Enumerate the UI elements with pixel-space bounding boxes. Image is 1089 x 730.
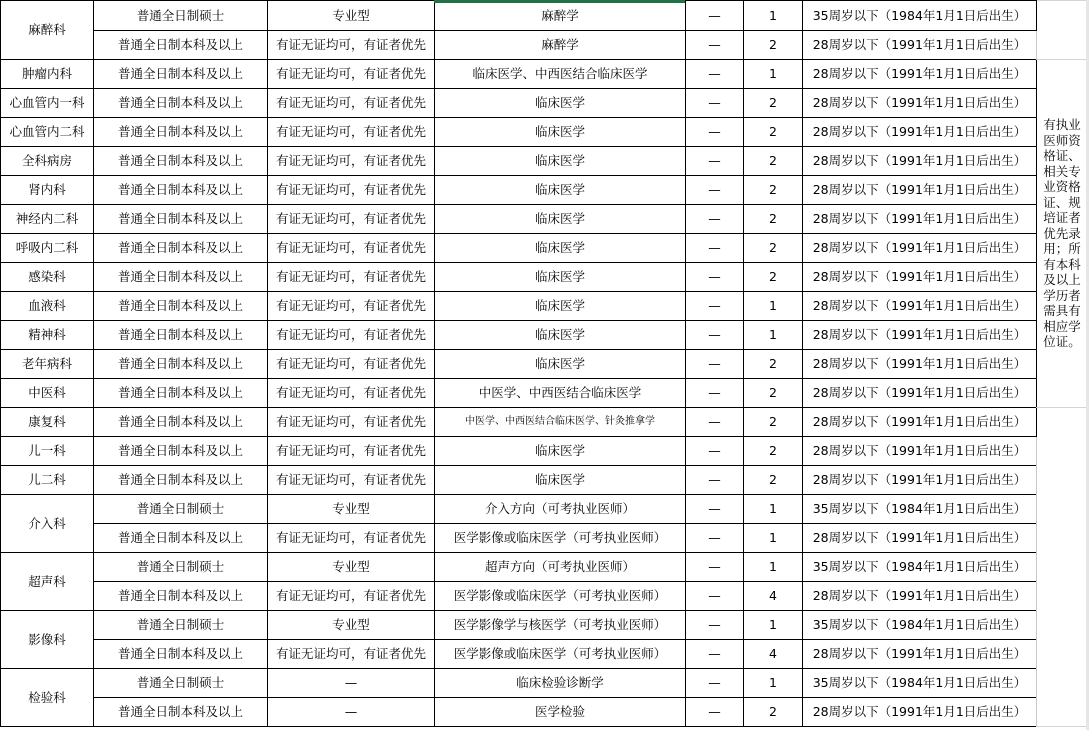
certificate-cell[interactable]: 有证无证均可，有证者优先 bbox=[268, 524, 435, 553]
title-cell[interactable]: — bbox=[686, 437, 744, 466]
department-cell[interactable]: 康复科 bbox=[1, 408, 94, 437]
major-cell[interactable]: 临床医学 bbox=[435, 205, 686, 234]
count-cell[interactable]: 1 bbox=[744, 60, 803, 89]
title-cell[interactable]: — bbox=[686, 118, 744, 147]
education-cell[interactable]: 普通全日制本科及以上 bbox=[94, 205, 268, 234]
major-cell[interactable]: 医学影像或临床医学（可考执业医师） bbox=[435, 640, 686, 669]
count-cell[interactable]: 2 bbox=[744, 176, 803, 205]
education-cell[interactable]: 普通全日制本科及以上 bbox=[94, 234, 268, 263]
department-cell[interactable]: 感染科 bbox=[1, 263, 94, 292]
age-cell[interactable]: 28周岁以下（1991年1月1日后出生） bbox=[803, 321, 1037, 350]
title-cell[interactable]: — bbox=[686, 234, 744, 263]
title-cell[interactable]: — bbox=[686, 640, 744, 669]
count-cell[interactable]: 2 bbox=[744, 147, 803, 176]
age-cell[interactable]: 28周岁以下（1991年1月1日后出生） bbox=[803, 582, 1037, 611]
title-cell[interactable]: — bbox=[686, 582, 744, 611]
count-cell[interactable]: 2 bbox=[744, 205, 803, 234]
major-cell[interactable]: 中医学、中西医结合临床医学 bbox=[435, 379, 686, 408]
age-cell[interactable]: 28周岁以下（1991年1月1日后出生） bbox=[803, 176, 1037, 205]
major-cell[interactable]: 麻醉学 bbox=[435, 1, 686, 31]
certificate-cell[interactable]: 专业型 bbox=[268, 553, 435, 582]
major-cell[interactable]: 医学影像或临床医学（可考执业医师） bbox=[435, 582, 686, 611]
count-cell[interactable]: 1 bbox=[744, 524, 803, 553]
education-cell[interactable]: 普通全日制硕士 bbox=[94, 1, 268, 31]
count-cell[interactable]: 1 bbox=[744, 321, 803, 350]
certificate-cell[interactable]: 有证无证均可，有证者优先 bbox=[268, 234, 435, 263]
table-row bbox=[1, 350, 1088, 379]
education-cell[interactable]: 普通全日制本科及以上 bbox=[94, 437, 268, 466]
title-cell[interactable]: — bbox=[686, 292, 744, 321]
certificate-cell[interactable]: 有证无证均可，有证者优先 bbox=[268, 408, 435, 437]
education-cell[interactable]: 普通全日制硕士 bbox=[94, 669, 268, 698]
certificate-cell[interactable]: 有证无证均可，有证者优先 bbox=[268, 31, 435, 60]
certificate-cell[interactable]: 有证无证均可，有证者优先 bbox=[268, 582, 435, 611]
age-cell[interactable]: 28周岁以下（1991年1月1日后出生） bbox=[803, 640, 1037, 669]
count-cell[interactable]: 2 bbox=[744, 466, 803, 495]
title-cell[interactable]: — bbox=[686, 263, 744, 292]
age-cell[interactable]: 28周岁以下（1991年1月1日后出生） bbox=[803, 698, 1037, 727]
table-row bbox=[1, 31, 1088, 60]
count-cell[interactable]: 2 bbox=[744, 89, 803, 118]
certificate-cell[interactable]: 有证无证均可，有证者优先 bbox=[268, 640, 435, 669]
table-row bbox=[1, 640, 1088, 669]
title-cell[interactable]: — bbox=[686, 89, 744, 118]
major-cell[interactable]: 麻醉学 bbox=[435, 31, 686, 60]
table-row bbox=[1, 379, 1088, 408]
department-cell[interactable]: 介入科 bbox=[1, 495, 94, 553]
age-cell[interactable]: 28周岁以下（1991年1月1日后出生） bbox=[803, 524, 1037, 553]
certificate-cell[interactable]: 有证无证均可，有证者优先 bbox=[268, 205, 435, 234]
education-cell[interactable]: 普通全日制硕士 bbox=[94, 553, 268, 582]
age-cell[interactable]: 28周岁以下（1991年1月1日后出生） bbox=[803, 234, 1037, 263]
count-cell[interactable]: 2 bbox=[744, 437, 803, 466]
title-cell[interactable]: — bbox=[686, 321, 744, 350]
certificate-cell[interactable]: 有证无证均可，有证者优先 bbox=[268, 350, 435, 379]
department-cell[interactable]: 中医科 bbox=[1, 379, 94, 408]
table-row bbox=[1, 60, 1088, 89]
major-cell[interactable]: 临床医学 bbox=[435, 118, 686, 147]
age-cell[interactable]: 28周岁以下（1991年1月1日后出生） bbox=[803, 147, 1037, 176]
certificate-cell[interactable]: 有证无证均可，有证者优先 bbox=[268, 176, 435, 205]
title-cell[interactable]: — bbox=[686, 147, 744, 176]
age-cell[interactable]: 28周岁以下（1991年1月1日后出生） bbox=[803, 350, 1037, 379]
age-cell[interactable]: 28周岁以下（1991年1月1日后出生） bbox=[803, 466, 1037, 495]
major-cell[interactable]: 医学检验 bbox=[435, 698, 686, 727]
age-cell[interactable]: 35周岁以下（1984年1月1日后出生） bbox=[803, 495, 1037, 524]
table-row bbox=[1, 234, 1088, 263]
certificate-cell[interactable]: 专业型 bbox=[268, 1, 435, 31]
age-cell[interactable]: 28周岁以下（1991年1月1日后出生） bbox=[803, 118, 1037, 147]
major-cell[interactable]: 临床医学 bbox=[435, 176, 686, 205]
table-row bbox=[1, 292, 1088, 321]
major-cell[interactable]: 超声方向（可考执业医师） bbox=[435, 553, 686, 582]
table-row bbox=[1, 205, 1088, 234]
major-cell[interactable]: 临床检验诊断学 bbox=[435, 669, 686, 698]
department-cell[interactable]: 肾内科 bbox=[1, 176, 94, 205]
major-cell[interactable]: 临床医学 bbox=[435, 437, 686, 466]
major-cell[interactable]: 临床医学 bbox=[435, 234, 686, 263]
count-cell[interactable]: 1 bbox=[744, 553, 803, 582]
certificate-cell[interactable]: 有证无证均可，有证者优先 bbox=[268, 147, 435, 176]
education-cell[interactable]: 普通全日制本科及以上 bbox=[94, 263, 268, 292]
department-cell[interactable]: 麻醉科 bbox=[1, 1, 94, 60]
count-cell[interactable]: 1 bbox=[744, 669, 803, 698]
table-row bbox=[1, 524, 1088, 553]
title-cell[interactable]: — bbox=[686, 669, 744, 698]
department-cell[interactable]: 呼吸内二科 bbox=[1, 234, 94, 263]
certificate-cell[interactable]: — bbox=[268, 669, 435, 698]
department-cell[interactable]: 心血管内一科 bbox=[1, 89, 94, 118]
major-cell[interactable]: 临床医学 bbox=[435, 292, 686, 321]
certificate-cell[interactable]: 有证无证均可，有证者优先 bbox=[268, 379, 435, 408]
age-cell[interactable]: 28周岁以下（1991年1月1日后出生） bbox=[803, 31, 1037, 60]
title-cell[interactable]: — bbox=[686, 176, 744, 205]
table-row bbox=[1, 89, 1088, 118]
count-cell[interactable]: 2 bbox=[744, 118, 803, 147]
department-cell[interactable]: 超声科 bbox=[1, 553, 94, 611]
certificate-cell[interactable]: 有证无证均可，有证者优先 bbox=[268, 466, 435, 495]
department-cell[interactable]: 肿瘤内科 bbox=[1, 60, 94, 89]
major-cell[interactable]: 临床医学 bbox=[435, 466, 686, 495]
age-cell[interactable]: 28周岁以下（1991年1月1日后出生） bbox=[803, 408, 1037, 437]
education-cell[interactable]: 普通全日制本科及以上 bbox=[94, 118, 268, 147]
title-cell[interactable]: — bbox=[686, 350, 744, 379]
age-cell[interactable]: 28周岁以下（1991年1月1日后出生） bbox=[803, 379, 1037, 408]
table-row bbox=[1, 582, 1088, 611]
count-cell[interactable]: 2 bbox=[744, 408, 803, 437]
education-cell[interactable]: 普通全日制本科及以上 bbox=[94, 698, 268, 727]
major-cell[interactable]: 医学影像或临床医学（可考执业医师） bbox=[435, 524, 686, 553]
title-cell[interactable]: — bbox=[686, 466, 744, 495]
department-cell[interactable]: 血液科 bbox=[1, 292, 94, 321]
certificate-cell[interactable]: 专业型 bbox=[268, 495, 435, 524]
cell-selection-indicator bbox=[434, 0, 685, 3]
count-cell[interactable]: 4 bbox=[744, 640, 803, 669]
education-cell[interactable]: 普通全日制本科及以上 bbox=[94, 89, 268, 118]
education-cell[interactable]: 普通全日制本科及以上 bbox=[94, 524, 268, 553]
table-row bbox=[1, 553, 1088, 582]
age-cell[interactable]: 28周岁以下（1991年1月1日后出生） bbox=[803, 60, 1037, 89]
count-cell[interactable]: 2 bbox=[744, 350, 803, 379]
count-cell[interactable]: 1 bbox=[744, 611, 803, 640]
department-cell[interactable]: 儿二科 bbox=[1, 466, 94, 495]
age-cell[interactable]: 35周岁以下（1984年1月1日后出生） bbox=[803, 1, 1037, 31]
certificate-cell[interactable]: 专业型 bbox=[268, 611, 435, 640]
major-cell[interactable]: 介入方向（可考执业医师） bbox=[435, 495, 686, 524]
age-cell[interactable]: 35周岁以下（1984年1月1日后出生） bbox=[803, 611, 1037, 640]
age-cell[interactable]: 28周岁以下（1991年1月1日后出生） bbox=[803, 437, 1037, 466]
department-cell[interactable]: 影像科 bbox=[1, 611, 94, 669]
count-cell[interactable]: 2 bbox=[744, 379, 803, 408]
table-row bbox=[1, 495, 1088, 524]
major-cell[interactable]: 临床医学 bbox=[435, 147, 686, 176]
education-cell[interactable]: 普通全日制本科及以上 bbox=[94, 147, 268, 176]
education-cell[interactable]: 普通全日制本科及以上 bbox=[94, 640, 268, 669]
certificate-cell[interactable]: 有证无证均可，有证者优先 bbox=[268, 321, 435, 350]
count-cell[interactable]: 1 bbox=[744, 495, 803, 524]
table-row bbox=[1, 437, 1088, 466]
remarks-cell[interactable]: 有执业医师资格证、相关专业资格证、规培证者优先录用；所有本科及以上学历者需具有相应学位证。 bbox=[1037, 60, 1088, 408]
table-row bbox=[1, 611, 1088, 640]
empty-cell[interactable] bbox=[1037, 408, 1088, 727]
title-cell[interactable]: — bbox=[686, 698, 744, 727]
certificate-cell[interactable]: 有证无证均可，有证者优先 bbox=[268, 60, 435, 89]
education-cell[interactable]: 普通全日制硕士 bbox=[94, 611, 268, 640]
title-cell[interactable]: — bbox=[686, 60, 744, 89]
education-cell[interactable]: 普通全日制本科及以上 bbox=[94, 408, 268, 437]
title-cell[interactable]: — bbox=[686, 408, 744, 437]
major-cell[interactable]: 临床医学、中西医结合临床医学 bbox=[435, 60, 686, 89]
major-cell[interactable]: 临床医学 bbox=[435, 321, 686, 350]
certificate-cell[interactable]: 有证无证均可，有证者优先 bbox=[268, 263, 435, 292]
certificate-cell[interactable]: 有证无证均可，有证者优先 bbox=[268, 118, 435, 147]
count-cell[interactable]: 1 bbox=[744, 292, 803, 321]
title-cell[interactable]: — bbox=[686, 524, 744, 553]
department-cell[interactable]: 心血管内二科 bbox=[1, 118, 94, 147]
title-cell[interactable]: — bbox=[686, 553, 744, 582]
education-cell[interactable]: 普通全日制本科及以上 bbox=[94, 321, 268, 350]
table-row bbox=[1, 147, 1088, 176]
education-cell[interactable]: 普通全日制本科及以上 bbox=[94, 31, 268, 60]
education-cell[interactable]: 普通全日制本科及以上 bbox=[94, 176, 268, 205]
certificate-cell[interactable]: 有证无证均可，有证者优先 bbox=[268, 437, 435, 466]
title-cell[interactable]: — bbox=[686, 611, 744, 640]
education-cell[interactable]: 普通全日制硕士 bbox=[94, 495, 268, 524]
table-row bbox=[1, 321, 1088, 350]
count-cell[interactable]: 2 bbox=[744, 698, 803, 727]
table-row bbox=[1, 1, 1088, 31]
table-row bbox=[1, 466, 1088, 495]
major-cell[interactable]: 临床医学 bbox=[435, 263, 686, 292]
title-cell[interactable]: — bbox=[686, 379, 744, 408]
age-cell[interactable]: 28周岁以下（1991年1月1日后出生） bbox=[803, 263, 1037, 292]
department-cell[interactable]: 儿一科 bbox=[1, 437, 94, 466]
age-cell[interactable]: 28周岁以下（1991年1月1日后出生） bbox=[803, 205, 1037, 234]
table-row bbox=[1, 408, 1088, 437]
department-cell[interactable]: 精神科 bbox=[1, 321, 94, 350]
age-cell[interactable]: 35周岁以下（1984年1月1日后出生） bbox=[803, 553, 1037, 582]
table-row bbox=[1, 669, 1088, 698]
major-cell[interactable]: 医学影像学与核医学（可考执业医师） bbox=[435, 611, 686, 640]
age-cell[interactable]: 35周岁以下（1984年1月1日后出生） bbox=[803, 669, 1037, 698]
title-cell[interactable]: — bbox=[686, 495, 744, 524]
table-row bbox=[1, 263, 1088, 292]
major-cell[interactable]: 临床医学 bbox=[435, 89, 686, 118]
count-cell[interactable]: 2 bbox=[744, 234, 803, 263]
education-cell[interactable]: 普通全日制本科及以上 bbox=[94, 466, 268, 495]
department-cell[interactable]: 神经内二科 bbox=[1, 205, 94, 234]
table-row bbox=[1, 698, 1088, 727]
education-cell[interactable]: 普通全日制本科及以上 bbox=[94, 292, 268, 321]
major-cell[interactable]: 中医学、中西医结合临床医学、针灸推拿学 bbox=[435, 408, 686, 437]
table-row bbox=[1, 176, 1088, 205]
education-cell[interactable]: 普通全日制本科及以上 bbox=[94, 350, 268, 379]
count-cell[interactable]: 1 bbox=[744, 1, 803, 31]
age-cell[interactable]: 28周岁以下（1991年1月1日后出生） bbox=[803, 89, 1037, 118]
department-cell[interactable]: 检验科 bbox=[1, 669, 94, 727]
count-cell[interactable]: 2 bbox=[744, 31, 803, 60]
count-cell[interactable]: 2 bbox=[744, 263, 803, 292]
count-cell[interactable]: 4 bbox=[744, 582, 803, 611]
age-cell[interactable]: 28周岁以下（1991年1月1日后出生） bbox=[803, 292, 1037, 321]
certificate-cell[interactable]: 有证无证均可，有证者优先 bbox=[268, 292, 435, 321]
certificate-cell[interactable]: 有证无证均可，有证者优先 bbox=[268, 89, 435, 118]
department-cell[interactable]: 全科病房 bbox=[1, 147, 94, 176]
department-cell[interactable]: 老年病科 bbox=[1, 350, 94, 379]
education-cell[interactable]: 普通全日制本科及以上 bbox=[94, 379, 268, 408]
education-cell[interactable]: 普通全日制本科及以上 bbox=[94, 60, 268, 89]
table-row bbox=[1, 118, 1088, 147]
certificate-cell[interactable]: — bbox=[268, 698, 435, 727]
title-cell[interactable]: — bbox=[686, 205, 744, 234]
title-cell[interactable]: — bbox=[686, 1, 744, 31]
empty-cell[interactable] bbox=[1037, 1, 1088, 60]
title-cell[interactable]: — bbox=[686, 31, 744, 60]
major-cell[interactable]: 临床医学 bbox=[435, 350, 686, 379]
education-cell[interactable]: 普通全日制本科及以上 bbox=[94, 582, 268, 611]
